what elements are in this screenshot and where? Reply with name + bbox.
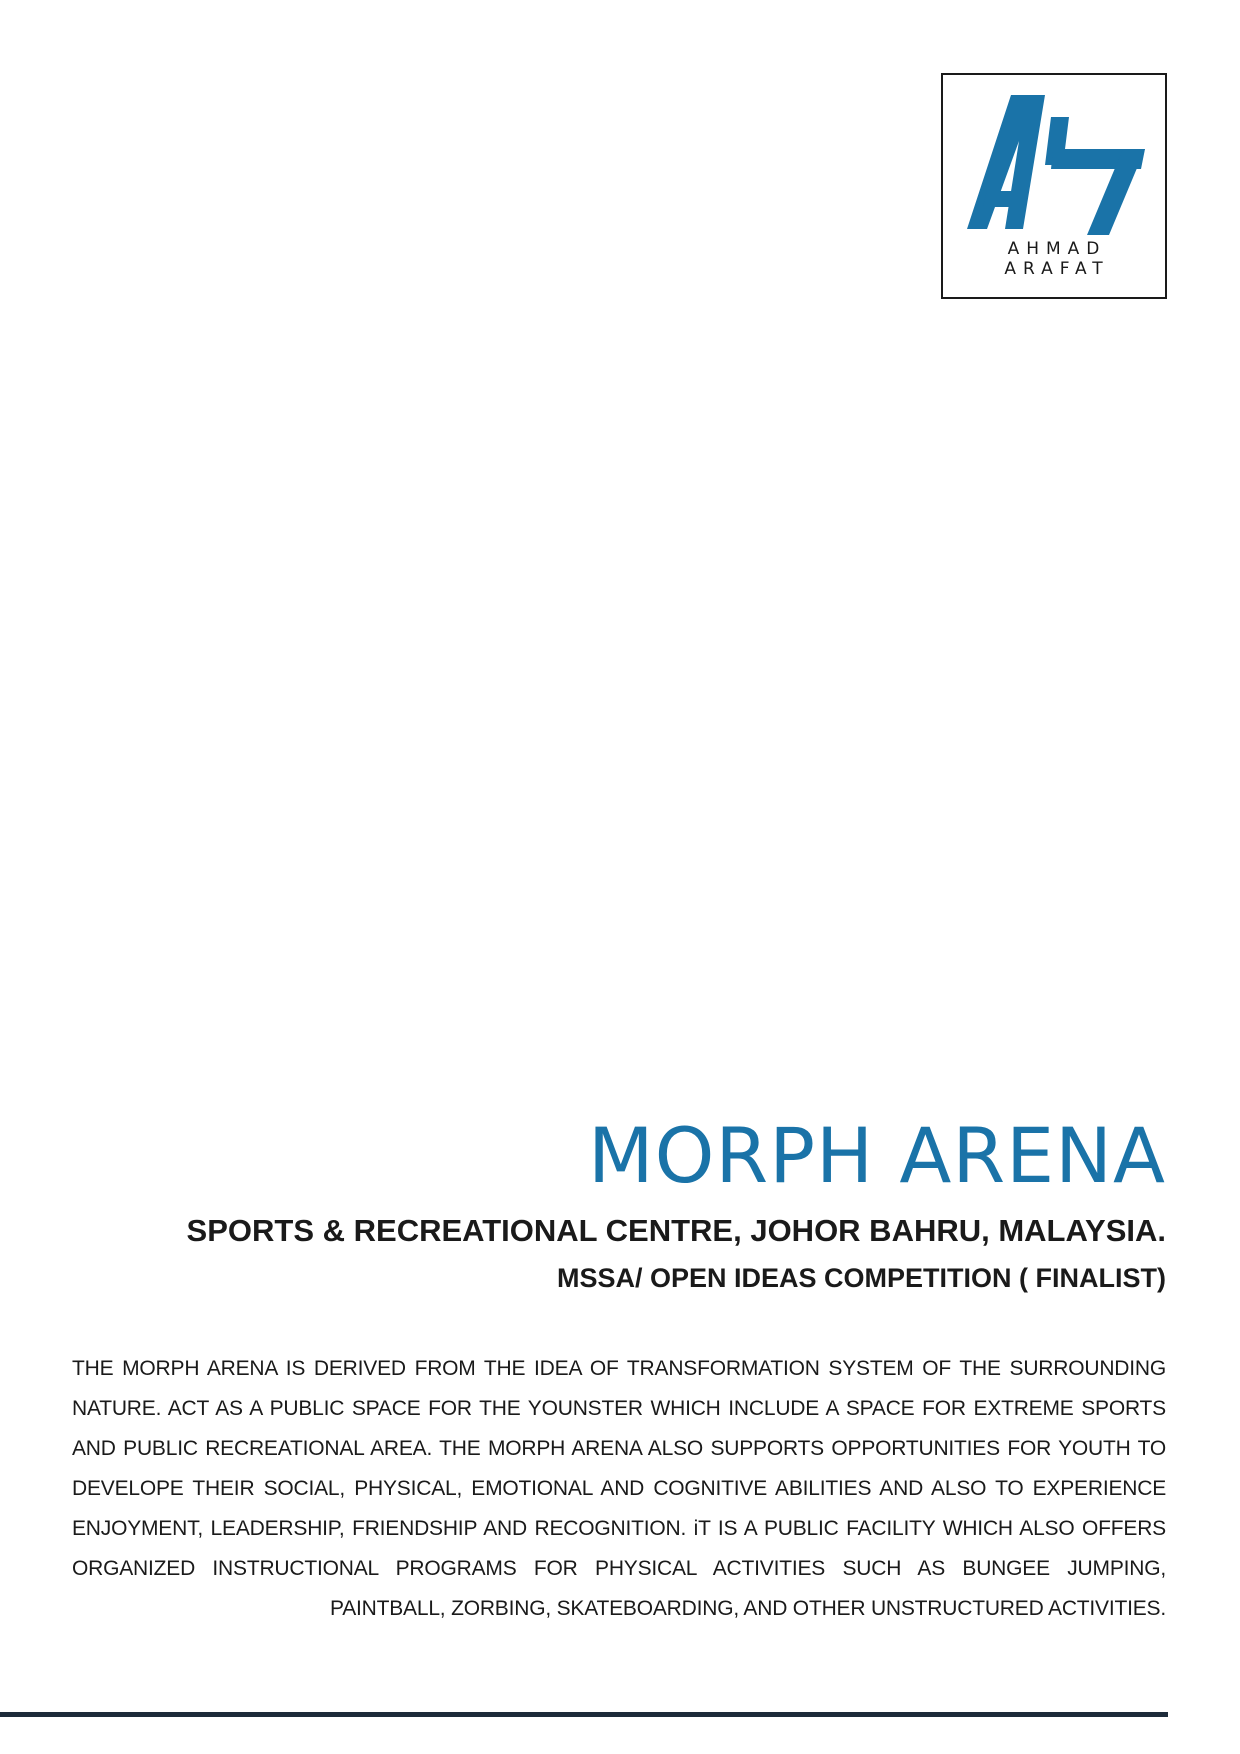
logo-name: AHMAD ARAFAT: [1004, 239, 1110, 279]
project-description: THE MORPH ARENA IS DERIVED FROM THE IDEA OF TRANSFORMATION SYSTEM OF THE SURROUNDING NATURE. ACT AS A PUBLIC SPACE FOR THE YOUNSTER WHICH INCLUDE A SPACE FOR EXTREME SPORTS AND PUBLIC RECREATIONAL AREA. THE MORPH ARENA ALSO SUPPORTS OPPORTUNITIES FOR YOUTH TO DEVELOPE THEIR SOCIAL, PHYSICAL, EMOTIONAL AND COGNITIVE ABILITIES AND ALSO TO EXPERIENCE ENJOYMENT, LEADERSHIP, FRIENDSHIP AND RECOGNITION. iT IS A PUBLIC FACILITY WHICH ALSO OFFERS ORGANIZED INSTRUCTIONAL PROGRAMS FOR PHYSICAL ACTIVITIES SUCH AS BUNGEE JUMPING, PAINTBALL, ZORBING, SKATEBOARDING, AND OTHER UNSTRUCTURED ACTIVITIES.: [72, 1357, 1166, 1620]
footer-rule: [0, 1712, 1168, 1717]
competition-note: MSSA/ OPEN IDEAS COMPETITION ( FINALIST): [556, 1263, 1166, 1293]
project-subtitle: SPORTS & RECREATIONAL CENTRE, JOHOR BAHRU, MALAYSIA.: [186, 1213, 1166, 1248]
ah-monogram-icon: [957, 87, 1153, 235]
project-title: MORPH ARENA: [588, 1111, 1166, 1200]
logo: [941, 73, 1167, 299]
